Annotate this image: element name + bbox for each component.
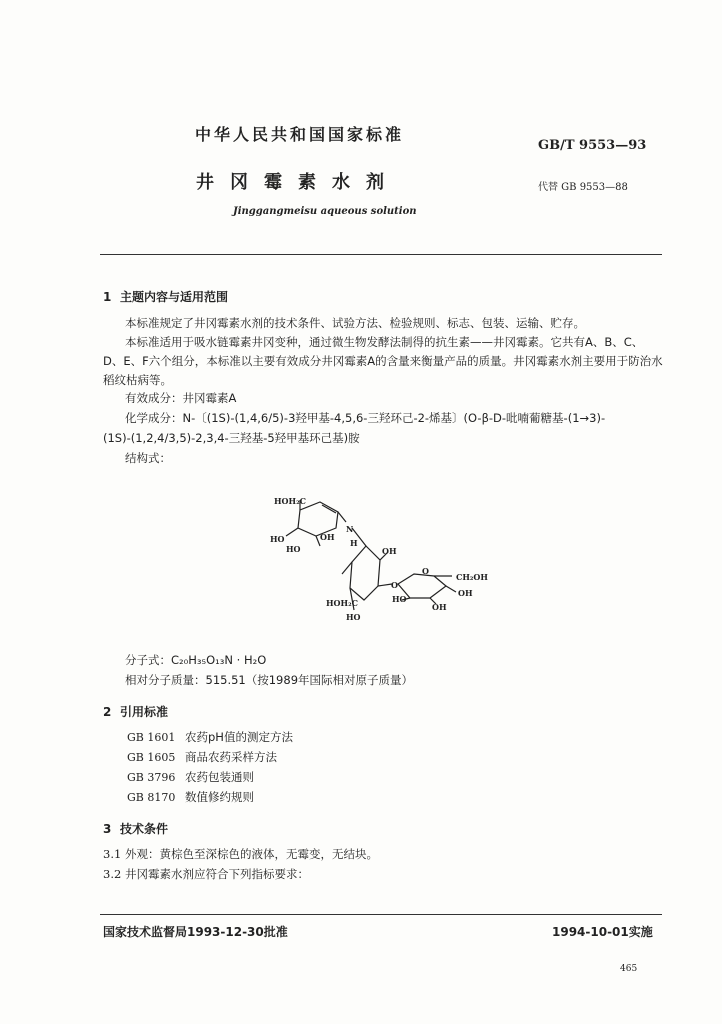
- chemical-name-line-1: 化学成分：N-〔(1S)-(1,4,6/5)-3羟甲基-4,5,6-三羟环己-2-烯基〕(O-β-D-吡喃葡糖基-(1→3)-: [125, 411, 606, 425]
- reference-item: [127, 789, 254, 805]
- oh-mid-label: OH: [320, 532, 335, 542]
- document-title: 井冈霉素水剂: [196, 172, 400, 193]
- reference-code: GB 1601: [127, 731, 176, 744]
- ho-low-label: HO: [286, 544, 301, 554]
- ho-bottom-label: HO: [346, 612, 361, 622]
- document-title-english: Jinggangmeisu aqueous solution: [233, 206, 417, 217]
- chemical-name-line-2: (1S)-(1,2,4/3,5)-2,3,4-三羟基-5羟甲基环己基)胺: [103, 431, 360, 445]
- section-number: 3: [103, 822, 112, 836]
- section-title: 主题内容与适用范围: [120, 290, 229, 304]
- footer-rule: [100, 914, 662, 915]
- page-number: 465: [620, 964, 638, 974]
- paragraph-applicability: 本标准适用于吸水链霉素井冈变种，通过微生物发酵法制得的抗生素——井冈霉素。它共有A、B、C、D、E、F六个组分，本标准以主要有效成分井冈霉素A的含量来衡量产品的质量。井冈霉素水剂主要用于防治水稻纹枯病等。: [103, 335, 663, 387]
- ho-sugar-label: HO: [392, 594, 407, 604]
- standard-code: GB/T 9553—93: [538, 138, 647, 153]
- section-3-heading: [103, 820, 168, 837]
- clause-3-2: [103, 866, 309, 882]
- reference-name: 数值修约规则: [185, 790, 254, 804]
- oh-sugar-1-label: OH: [458, 588, 473, 598]
- hoh2c-low-label: HOH₂C: [326, 598, 358, 608]
- clause-text: 外观：黄棕色至深棕色的液体，无霉变，无结块。: [125, 847, 378, 861]
- implementation-date: 1994-10-01实施: [552, 925, 653, 939]
- chemical-structure-diagram: [260, 488, 510, 628]
- n-atom-label: N: [346, 524, 354, 534]
- reference-item: [127, 769, 254, 785]
- section-title: 引用标准: [120, 705, 169, 719]
- clause-number: 3.1: [103, 847, 122, 861]
- ch2oh-label: CH₂OH: [456, 572, 488, 582]
- clause-text: 井冈霉素水剂应符合下列指标要求：: [125, 867, 309, 881]
- active-ingredient: 有效成分：井冈霉素A: [125, 391, 237, 405]
- reference-name: 农药pH值的测定方法: [185, 730, 293, 744]
- paragraph-scope: 本标准规定了井冈霉素水剂的技术条件、试验方法、检验规则、标志、包装、运输、贮存。: [125, 316, 585, 330]
- reference-item: [127, 729, 293, 745]
- o-ring-label: O: [422, 566, 429, 576]
- molecular-formula: 分子式：C₂₀H₃₅O₁₃N · H₂O: [125, 653, 267, 667]
- header-rule: [100, 254, 662, 255]
- standard-type-title: 中华人民共和国国家标准: [195, 125, 405, 144]
- clause-3-1: [103, 846, 378, 862]
- o-link-label: O: [391, 580, 398, 590]
- section-number: 1: [103, 290, 112, 304]
- oh-sugar-2-label: OH: [432, 602, 447, 612]
- hoh2c-top-label: HOH₂C: [274, 496, 306, 506]
- molecular-mass: 相对分子质量：515.51（按1989年国际相对原子质量）: [125, 673, 414, 687]
- reference-name: 商品农药采样方法: [185, 750, 277, 764]
- oh-right-label: OH: [382, 546, 397, 556]
- reference-code: GB 8170: [127, 791, 176, 804]
- section-1-heading: [103, 288, 228, 305]
- replaces-note: 代替 GB 9553—88: [538, 182, 628, 193]
- section-2-heading: [103, 703, 168, 720]
- approval-note: 国家技术监督局1993-12-30批准: [103, 925, 288, 939]
- reference-item: [127, 749, 277, 765]
- ho-left-label: HO: [270, 534, 285, 544]
- h-atom-label: H: [350, 538, 358, 548]
- clause-number: 3.2: [103, 867, 122, 881]
- reference-code: GB 1605: [127, 751, 176, 764]
- section-title: 技术条件: [120, 822, 169, 836]
- reference-code: GB 3796: [127, 771, 176, 784]
- reference-name: 农药包装通则: [185, 770, 254, 784]
- structure-label: 结构式：: [125, 451, 171, 465]
- section-number: 2: [103, 705, 112, 719]
